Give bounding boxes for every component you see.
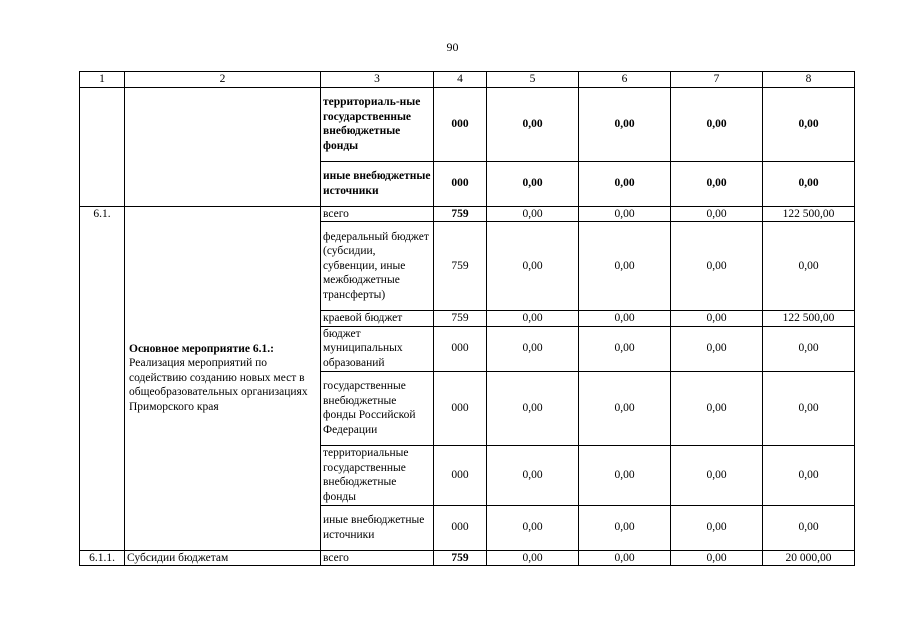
- code-cell: 000: [434, 161, 487, 206]
- header-row: [80, 72, 855, 88]
- code-cell: 759: [434, 222, 487, 311]
- value-cell: 0,00: [579, 206, 671, 222]
- source-cell: бюджет муниципальных образований: [321, 326, 434, 371]
- value-cell: 0,00: [671, 206, 763, 222]
- value-cell: 0,00: [579, 311, 671, 327]
- value-cell: 0,00: [763, 371, 855, 445]
- code-cell: 759: [434, 550, 487, 566]
- header-cell: 3: [321, 72, 434, 88]
- value-cell: 0,00: [487, 222, 579, 311]
- table-row: [80, 87, 855, 161]
- value-cell: 0,00: [671, 311, 763, 327]
- value-cell: 0,00: [671, 87, 763, 161]
- value-cell: 0,00: [763, 222, 855, 311]
- value-cell: 0,00: [579, 505, 671, 550]
- value-cell: 0,00: [579, 326, 671, 371]
- source-cell: территориаль-ные государственные внебюджетные фонды: [321, 87, 434, 161]
- table-row: [80, 206, 855, 222]
- header-cell: 7: [671, 72, 763, 88]
- table-row: [80, 550, 855, 566]
- header-cell: 1: [80, 72, 125, 88]
- measure-title-suffix: :: [270, 342, 275, 355]
- value-cell: 0,00: [671, 161, 763, 206]
- value-cell: 0,00: [763, 87, 855, 161]
- value-cell: 0,00: [487, 550, 579, 566]
- value-cell: 0,00: [487, 371, 579, 445]
- value-cell: 0,00: [671, 445, 763, 505]
- source-cell: всего: [321, 550, 434, 566]
- index-cell: 6.1.1.: [80, 550, 125, 566]
- code-cell: 000: [434, 326, 487, 371]
- code-cell: 000: [434, 445, 487, 505]
- source-cell: территориальные государственные внебюджетные фонды: [321, 445, 434, 505]
- value-cell: 0,00: [763, 505, 855, 550]
- value-cell: 0,00: [487, 505, 579, 550]
- value-cell: 0,00: [487, 445, 579, 505]
- value-cell: 0,00: [671, 371, 763, 445]
- value-cell: 0,00: [579, 445, 671, 505]
- code-cell: 000: [434, 371, 487, 445]
- value-cell: 0,00: [671, 505, 763, 550]
- value-cell: 0,00: [487, 161, 579, 206]
- code-cell: 000: [434, 505, 487, 550]
- header-cell: 5: [487, 72, 579, 88]
- code-cell: 759: [434, 311, 487, 327]
- source-cell: иные внебюджетные источники: [321, 161, 434, 206]
- value-cell: 0,00: [671, 222, 763, 311]
- index-cell: 6.1.: [80, 206, 125, 550]
- value-cell: 0,00: [579, 371, 671, 445]
- source-cell: иные внебюджетные источники: [321, 505, 434, 550]
- value-cell: 0,00: [487, 311, 579, 327]
- value-cell: 0,00: [487, 87, 579, 161]
- measure-title: Основное мероприятие 6.1.: [129, 342, 271, 355]
- value-cell: 122 500,00: [763, 206, 855, 222]
- page-number: 90: [446, 40, 459, 54]
- value-cell: 0,00: [579, 161, 671, 206]
- measure-description: Реализация мероприятий по содействию созданию новых мест в общеобразовательных организациях Приморского края: [129, 357, 308, 414]
- value-cell: 0,00: [579, 550, 671, 566]
- header-cell: 4: [434, 72, 487, 88]
- description-cell: [125, 87, 321, 206]
- value-cell: 0,00: [579, 222, 671, 311]
- header-cell: 2: [125, 72, 321, 88]
- value-cell: 20 000,00: [763, 550, 855, 566]
- value-cell: 0,00: [671, 550, 763, 566]
- code-cell: 759: [434, 206, 487, 222]
- header-cell: 6: [579, 72, 671, 88]
- source-cell: всего: [321, 206, 434, 222]
- source-cell: федеральный бюджет (субсидии, субвенции, иные межбюджетные трансферты): [321, 222, 434, 311]
- source-cell: государственные внебюджетные фонды Российской Федерации: [321, 371, 434, 445]
- value-cell: 0,00: [487, 326, 579, 371]
- index-cell: [80, 87, 125, 206]
- value-cell: 0,00: [763, 161, 855, 206]
- value-cell: 0,00: [763, 326, 855, 371]
- value-cell: 0,00: [579, 87, 671, 161]
- value-cell: 0,00: [671, 326, 763, 371]
- value-cell: 0,00: [763, 445, 855, 505]
- value-cell: 122 500,00: [763, 311, 855, 327]
- description-cell: Субсидии бюджетам: [125, 550, 321, 566]
- description-cell: [125, 206, 321, 550]
- code-cell: 000: [434, 87, 487, 161]
- source-cell: краевой бюджет: [321, 311, 434, 327]
- header-cell: 8: [763, 72, 855, 88]
- value-cell: 0,00: [487, 206, 579, 222]
- budget-table: [79, 71, 855, 566]
